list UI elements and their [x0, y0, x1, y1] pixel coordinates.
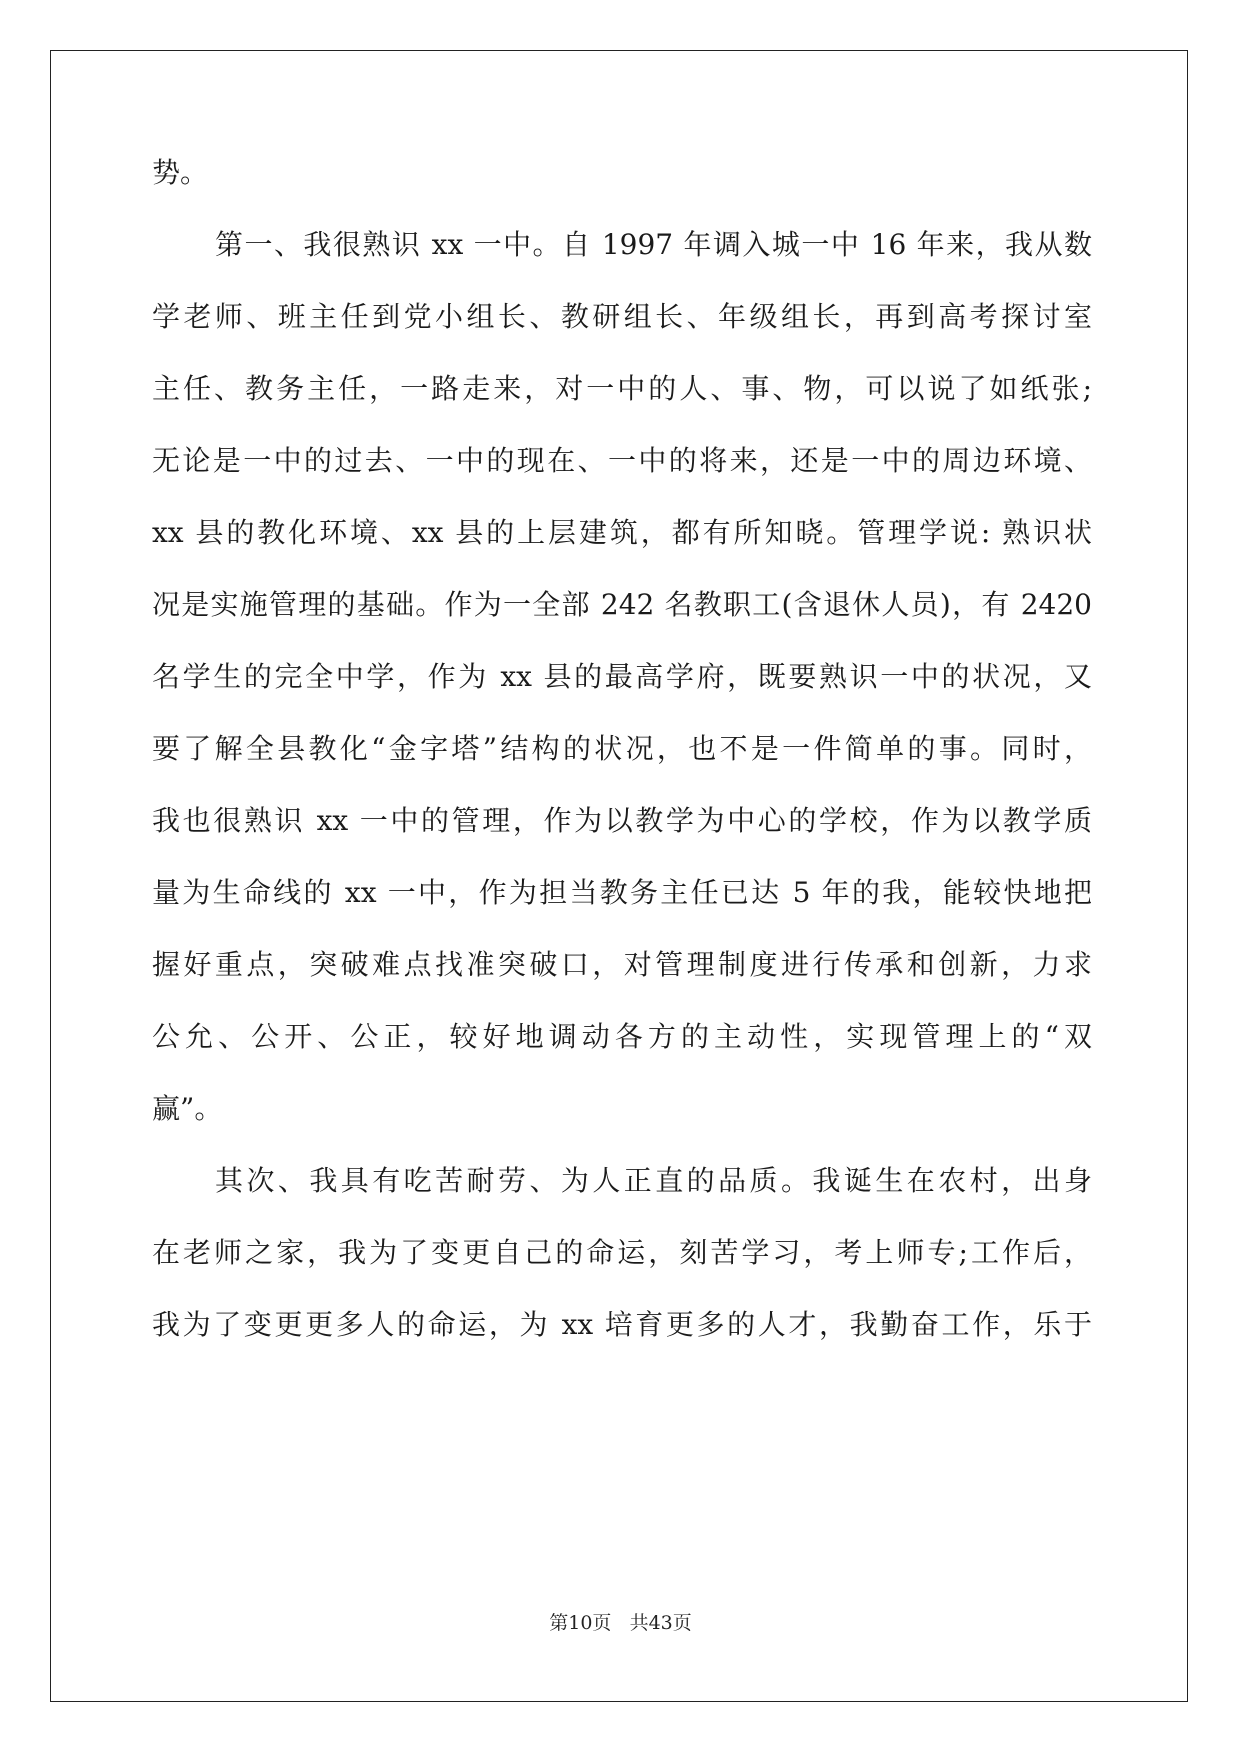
text-line-2: 第一、我很熟识 xx 一中。自 1997 年调入城一中 16 年来，我从数: [215, 228, 1092, 261]
text-line-17: 我为了变更更多人的命运，为 xx 培育更多的人才，我勤奋工作，乐于: [152, 1308, 1092, 1341]
text-line-12: 握好重点，突破难点找准突破口，对管理制度进行传承和创新，力求: [152, 948, 1092, 981]
text-line-9: 要了解全县教化“金字塔”结构的状况，也不是一件简单的事。同时，: [152, 732, 1092, 765]
text-line-11: 量为生命线的 xx 一中，作为担当教务主任已达 5 年的我，能较快地把: [152, 876, 1092, 909]
text-line-13: 公允、公开、公正，较好地调动各方的主动性，实现管理上的“双: [152, 1020, 1092, 1053]
text-line-10: 我也很熟识 xx 一中的管理，作为以教学为中心的学校，作为以教学质: [152, 804, 1092, 837]
text-line-4: 主任、教务主任，一路走来，对一中的人、事、物，可以说了如纸张;: [152, 372, 1092, 405]
text-line-3: 学老师、班主任到党小组长、教研组长、年级组长，再到高考探讨室: [152, 300, 1092, 333]
text-line-15: 其次、我具有吃苦耐劳、为人正直的品质。我诞生在农村，出身: [215, 1164, 1092, 1197]
text-line-5: 无论是一中的过去、一中的现在、一中的将来，还是一中的周边环境、: [152, 444, 1092, 477]
page-number: 第10页: [549, 1612, 612, 1634]
text-line-16: 在老师之家，我为了变更自己的命运，刻苦学习，考上师专;工作后，: [152, 1236, 1092, 1269]
text-line-6: xx 县的教化环境、xx 县的上层建筑，都有所知晓。管理学说: 熟识状: [152, 516, 1092, 549]
text-line-8: 名学生的完全中学，作为 xx 县的最高学府，既要熟识一中的状况，又: [152, 660, 1092, 693]
page-footer: [0, 1610, 1241, 1636]
text-line-14: 赢”。: [152, 1092, 223, 1125]
text-line-7: 况是实施管理的基础。作为一全部 242 名教职工(含退休人员)，有 2420: [152, 588, 1092, 621]
page-total: 共43页: [629, 1612, 692, 1634]
text-line-1: 势。: [152, 156, 209, 189]
